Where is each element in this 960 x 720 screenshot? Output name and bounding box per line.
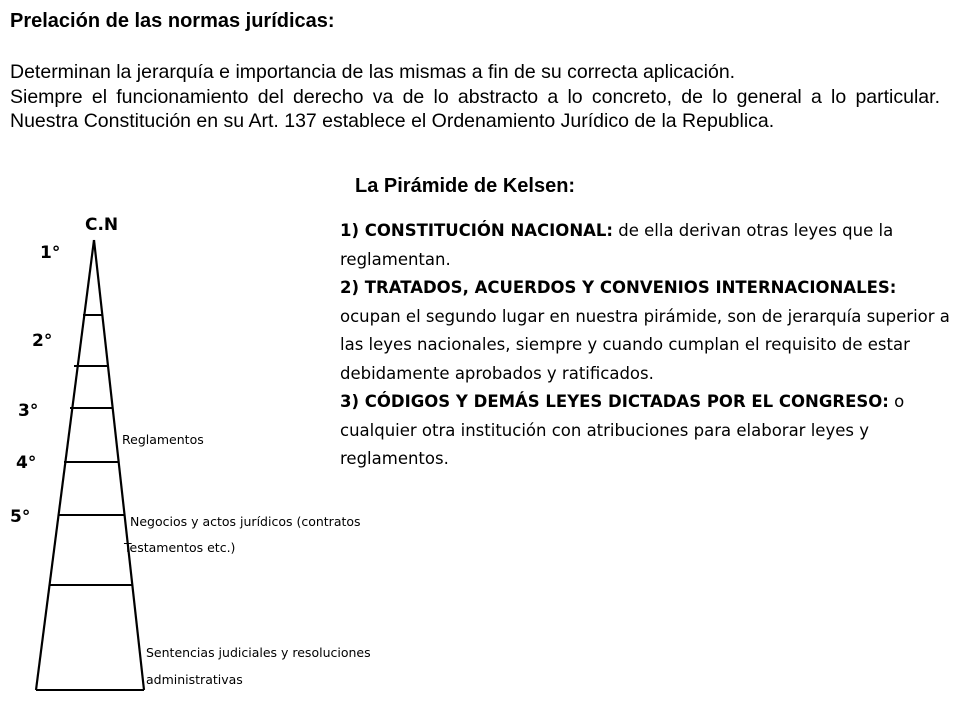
- pyramid-left-side: [36, 240, 94, 690]
- level-5-label: 5°: [10, 507, 31, 527]
- level-1-label: 1°: [40, 243, 61, 263]
- hierarchy-list: [340, 217, 955, 474]
- negocios-label-line1: Negocios y actos jurídicos (contratos: [130, 514, 361, 529]
- pyramid-subheading: La Pirámide de Kelsen:: [355, 175, 576, 197]
- sentencias-label-line2: administrativas: [146, 672, 243, 687]
- list-item: [340, 388, 955, 474]
- page-heading: Prelación de las normas jurídicas:: [10, 10, 335, 32]
- level-4-label: 4°: [16, 453, 37, 473]
- list-item-term: 3) CÓDIGOS Y DEMÁS LEYES DICTADAS POR EL CONGRESO:: [340, 392, 889, 411]
- intro-paragraph: Siempre el funcionamiento del derecho va de lo abstracto a lo concreto, de lo general a lo particular. Nuestra Constitución en su Art. 137 establece el Ordenamiento Jurídico de la Republica.: [10, 85, 940, 132]
- kelsen-pyramid-figure: [0, 200, 371, 700]
- list-item-text: o cualquier otra institución con atribuciones para elaborar leyes y reglamentos.: [340, 392, 905, 468]
- list-item-text: ocupan el segundo lugar en nuestra pirámide, son de jerarquía superior a las leyes nacionales, siempre y cuando cumplan el requisito de estar debidamente aprobados y ratificados.: [340, 306, 950, 383]
- level-3-label: 3°: [18, 401, 39, 421]
- reglamentos-label: Reglamentos: [122, 432, 204, 447]
- kelsen-pyramid-diagram: [0, 200, 371, 700]
- list-item: [340, 217, 955, 274]
- intro-text: [10, 60, 940, 134]
- list-item: [340, 274, 955, 388]
- list-item-text: de ella derivan otras leyes que la reglamentan.: [340, 221, 894, 269]
- list-item-term: 2) TRATADOS, ACUERDOS Y CONVENIOS INTERNACIONALES:: [340, 278, 897, 297]
- sentencias-label-line1: Sentencias judiciales y resoluciones: [146, 645, 371, 660]
- negocios-label-line2: Testamentos etc.): [124, 540, 236, 555]
- pyramid-apex-label: C.N: [85, 215, 119, 235]
- list-item-term: 1) CONSTITUCIÓN NACIONAL:: [340, 221, 614, 240]
- level-2-label: 2°: [32, 331, 53, 351]
- pyramid-right-side: [94, 240, 144, 690]
- intro-line: Determinan la jerarquía e importancia de las mismas a fin de su correcta aplicación.: [10, 61, 736, 83]
